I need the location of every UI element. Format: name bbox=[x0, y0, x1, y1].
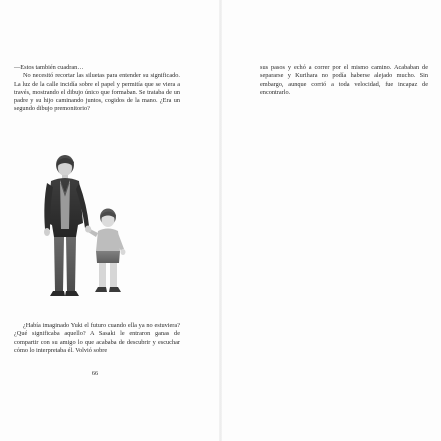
left-bottom-text bbox=[14, 322, 180, 355]
child-figure bbox=[88, 209, 126, 293]
left-page bbox=[0, 0, 220, 441]
dialogue-line: —Estos también cuadran… bbox=[14, 64, 84, 71]
right-top-text bbox=[260, 64, 428, 97]
father-figure bbox=[44, 155, 91, 296]
right-page bbox=[221, 0, 441, 441]
page-number: 66 bbox=[91, 370, 99, 377]
body-paragraph: ¿Había imaginado Yuki el futuro cuando ella ya no estuviera? ¿Qué significaba aquello? A Sasaki le entraron ganas de compartir con su amigo lo que acababa de descubrir y escuchar cómo lo interpretaba él. Volvió sobre bbox=[14, 322, 180, 354]
father-son-illustration bbox=[38, 153, 150, 305]
left-top-text bbox=[14, 64, 180, 114]
body-paragraph: sus pasos y echó a correr por el mismo camino. Acababan de separarse y Kurihara no podía haberse alejado mucho. Sin embargo, aunque corrió a toda velocidad, fue incapaz de encontrarlo. bbox=[260, 64, 428, 96]
body-paragraph: No necesitó recortar las siluetas para entender su significado. La luz de la calle incidía sobre el papel y permitía que se viera a través, mostrando el dibujo único que formaban. Se trataba de un padre y su hijo caminando juntos, cogidos de la mano. ¿Era un segundo dibujo premonitorio? bbox=[14, 72, 180, 113]
